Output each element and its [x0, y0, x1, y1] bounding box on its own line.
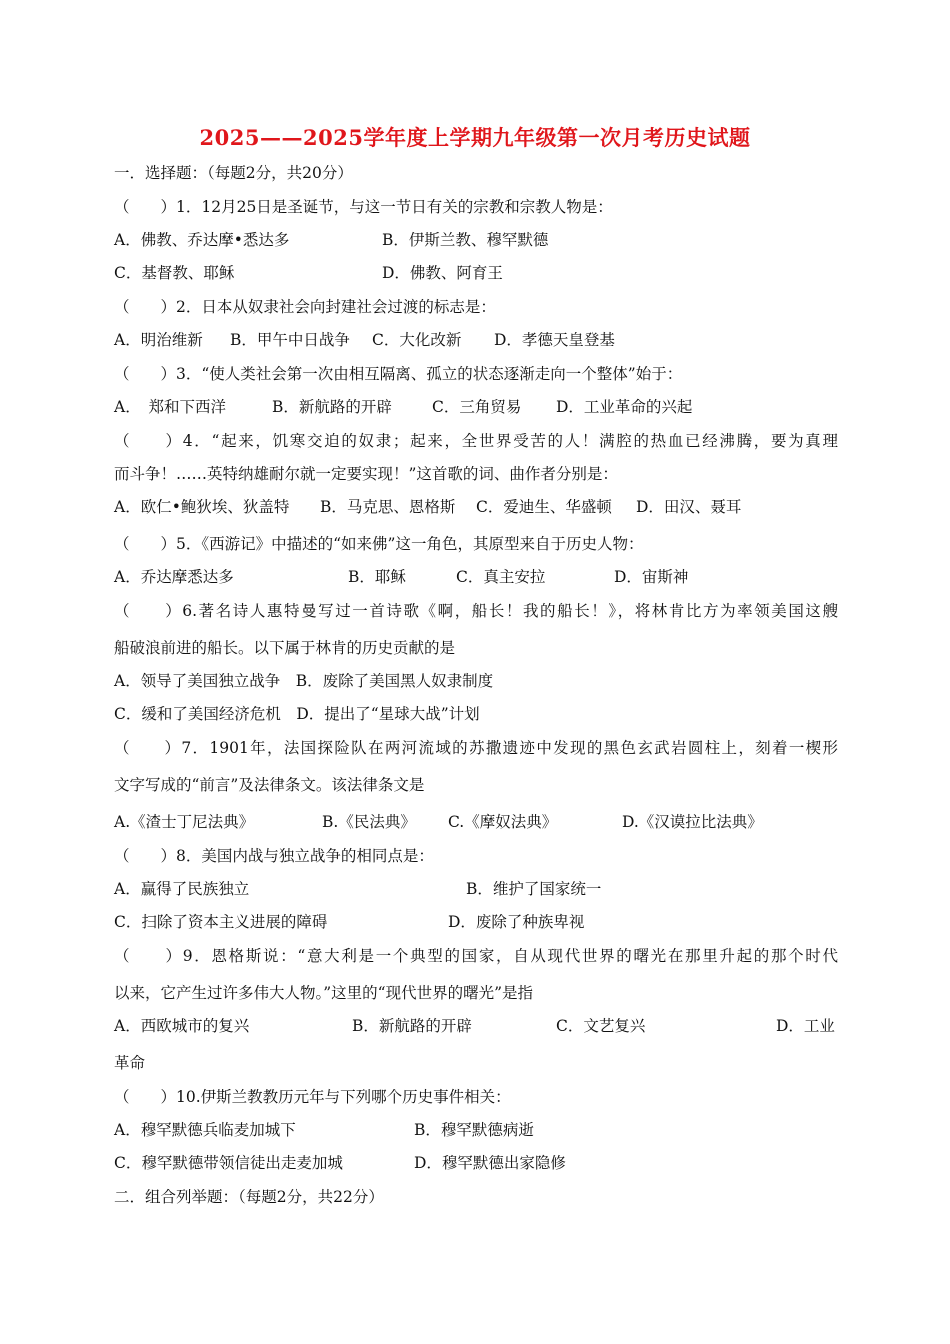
- question-1-option-a: A．佛教、乔达摩•悉达多: [114, 231, 290, 249]
- question-5-option-c: C．真主安拉: [456, 568, 546, 586]
- question-4-option-a: A．欧仁•鲍狄埃、狄盖特: [114, 498, 290, 516]
- question-7-option-a: A.《渣士丁尼法典》: [114, 813, 255, 831]
- question-6-options-cd: C．缓和了美国经济危机 D．提出了“星球大战”计划: [114, 705, 480, 723]
- question-3-option-a: A． 郑和下西洋: [114, 398, 226, 416]
- question-9-option-a: A．西欧城市的复兴: [114, 1017, 250, 1035]
- question-5-option-a: A．乔达摩悉达多: [114, 568, 234, 586]
- question-6-options-ab: A．领导了美国独立战争 B．废除了美国黑人奴隶制度: [114, 672, 494, 690]
- question-9-option-c: C．文艺复兴: [556, 1017, 646, 1035]
- question-9-option-d-continued: 革命: [114, 1054, 146, 1072]
- question-7-stem-line-2: 文字写成的“前言”及法律条文。该法律条文是: [114, 776, 425, 794]
- question-8-option-a: A．赢得了民族独立: [114, 880, 250, 898]
- question-6-stem-line-2: 船破浪前进的船长。以下属于林肯的历史贡献的是: [114, 639, 456, 657]
- question-3-option-d: D．工业革命的兴起: [556, 398, 693, 416]
- question-8-stem: （ ）8．美国内战与独立战争的相同点是：: [114, 847, 434, 865]
- question-1-option-b: B．伊斯兰教、穆罕默德: [382, 231, 549, 249]
- question-3-option-b: B．新航路的开辟: [272, 398, 392, 416]
- section-1-heading: 一．选择题：（每题2分，共20分）: [114, 164, 353, 182]
- question-10-option-c: C．穆罕默德带领信徒出走麦加城: [114, 1154, 343, 1172]
- question-5-option-b: B．耶稣: [348, 568, 406, 586]
- question-9-stem-line-1: （ ）9．恩格斯说：“意大利是一个典型的国家，自从现代世界的曙光在那里升起的那个时代: [114, 947, 838, 965]
- question-4-option-c: C．爱迪生、华盛顿: [476, 498, 612, 516]
- question-4-stem-line-1: （ ）4．“起来，饥寒交迫的奴隶；起来，全世界受苦的人！满腔的热血已经沸腾，要为真理: [114, 432, 838, 450]
- question-1-option-d: D．佛教、阿育王: [382, 264, 503, 282]
- question-3-stem: （ ）3．“使人类社会第一次由相互隔离、孤立的状态逐渐走向一个整体”始于：: [114, 365, 683, 383]
- section-2-heading: 二．组合列举题：（每题2分，共22分）: [114, 1188, 384, 1206]
- question-6-stem-line-1: （ ）6.著名诗人惠特曼写过一首诗歌《啊，船长！我的船长！》，将林肯比方为率领美国这艘: [114, 602, 838, 620]
- question-9-stem-line-2: 以来，它产生过许多伟大人物。”这里的“现代世界的曙光”是指: [114, 984, 534, 1002]
- question-2-stem: （ ）2．日本从奴隶社会向封建社会过渡的标志是：: [114, 298, 496, 316]
- question-2-option-b: B．甲午中日战争: [230, 331, 350, 349]
- question-4-stem-line-2: 而斗争！……英特纳雄耐尔就一定要实现！”这首歌的词、曲作者分别是：: [114, 465, 618, 483]
- question-10-stem: （ ）10.伊斯兰教教历元年与下列哪个历史事件相关：: [114, 1088, 511, 1106]
- question-10-option-a: A．穆罕默德兵临麦加城下: [114, 1121, 296, 1139]
- question-7-option-c: C.《摩奴法典》: [448, 813, 558, 831]
- question-2-option-a: A．明治维新: [114, 331, 203, 349]
- question-4-option-b: B．马克思、恩格斯: [320, 498, 456, 516]
- question-9-option-b: B．新航路的开辟: [352, 1017, 472, 1035]
- exam-title: 2025——2025学年度上学期九年级第一次月考历史试题: [199, 125, 751, 150]
- question-7-option-b: B.《民法典》: [322, 813, 416, 831]
- question-7-stem-line-1: （ ）7．1901年，法国探险队在两河流域的苏撒遗迹中发现的黑色玄武岩圆柱上，刻着一楔形: [114, 739, 838, 757]
- question-7-option-d: D.《汉谟拉比法典》: [622, 813, 763, 831]
- question-5-option-d: D．宙斯神: [614, 568, 689, 586]
- question-8-option-c: C．扫除了资本主义进展的障碍: [114, 913, 328, 931]
- question-1-option-c: C．基督教、耶稣: [114, 264, 235, 282]
- question-2-option-d: D．孝德天皇登基: [494, 331, 615, 349]
- question-10-option-d: D．穆罕默德出家隐修: [414, 1154, 566, 1172]
- question-3-option-c: C．三角贸易: [432, 398, 522, 416]
- question-8-option-d: D．废除了种族卑视: [448, 913, 585, 931]
- question-9-option-d: D．工业: [776, 1017, 835, 1035]
- question-8-option-b: B．维护了国家统一: [466, 880, 602, 898]
- question-5-stem: （ ）5．《西游记》中描述的“如来佛”这一角色，其原型来自于历史人物：: [114, 535, 644, 553]
- question-10-option-b: B．穆罕默德病逝: [414, 1121, 534, 1139]
- question-1-stem: （ ）1．12月25日是圣诞节，与这一节日有关的宗教和宗教人物是：: [114, 198, 613, 216]
- question-2-option-c: C．大化改新: [372, 331, 462, 349]
- question-4-option-d: D．田汉、聂耳: [636, 498, 742, 516]
